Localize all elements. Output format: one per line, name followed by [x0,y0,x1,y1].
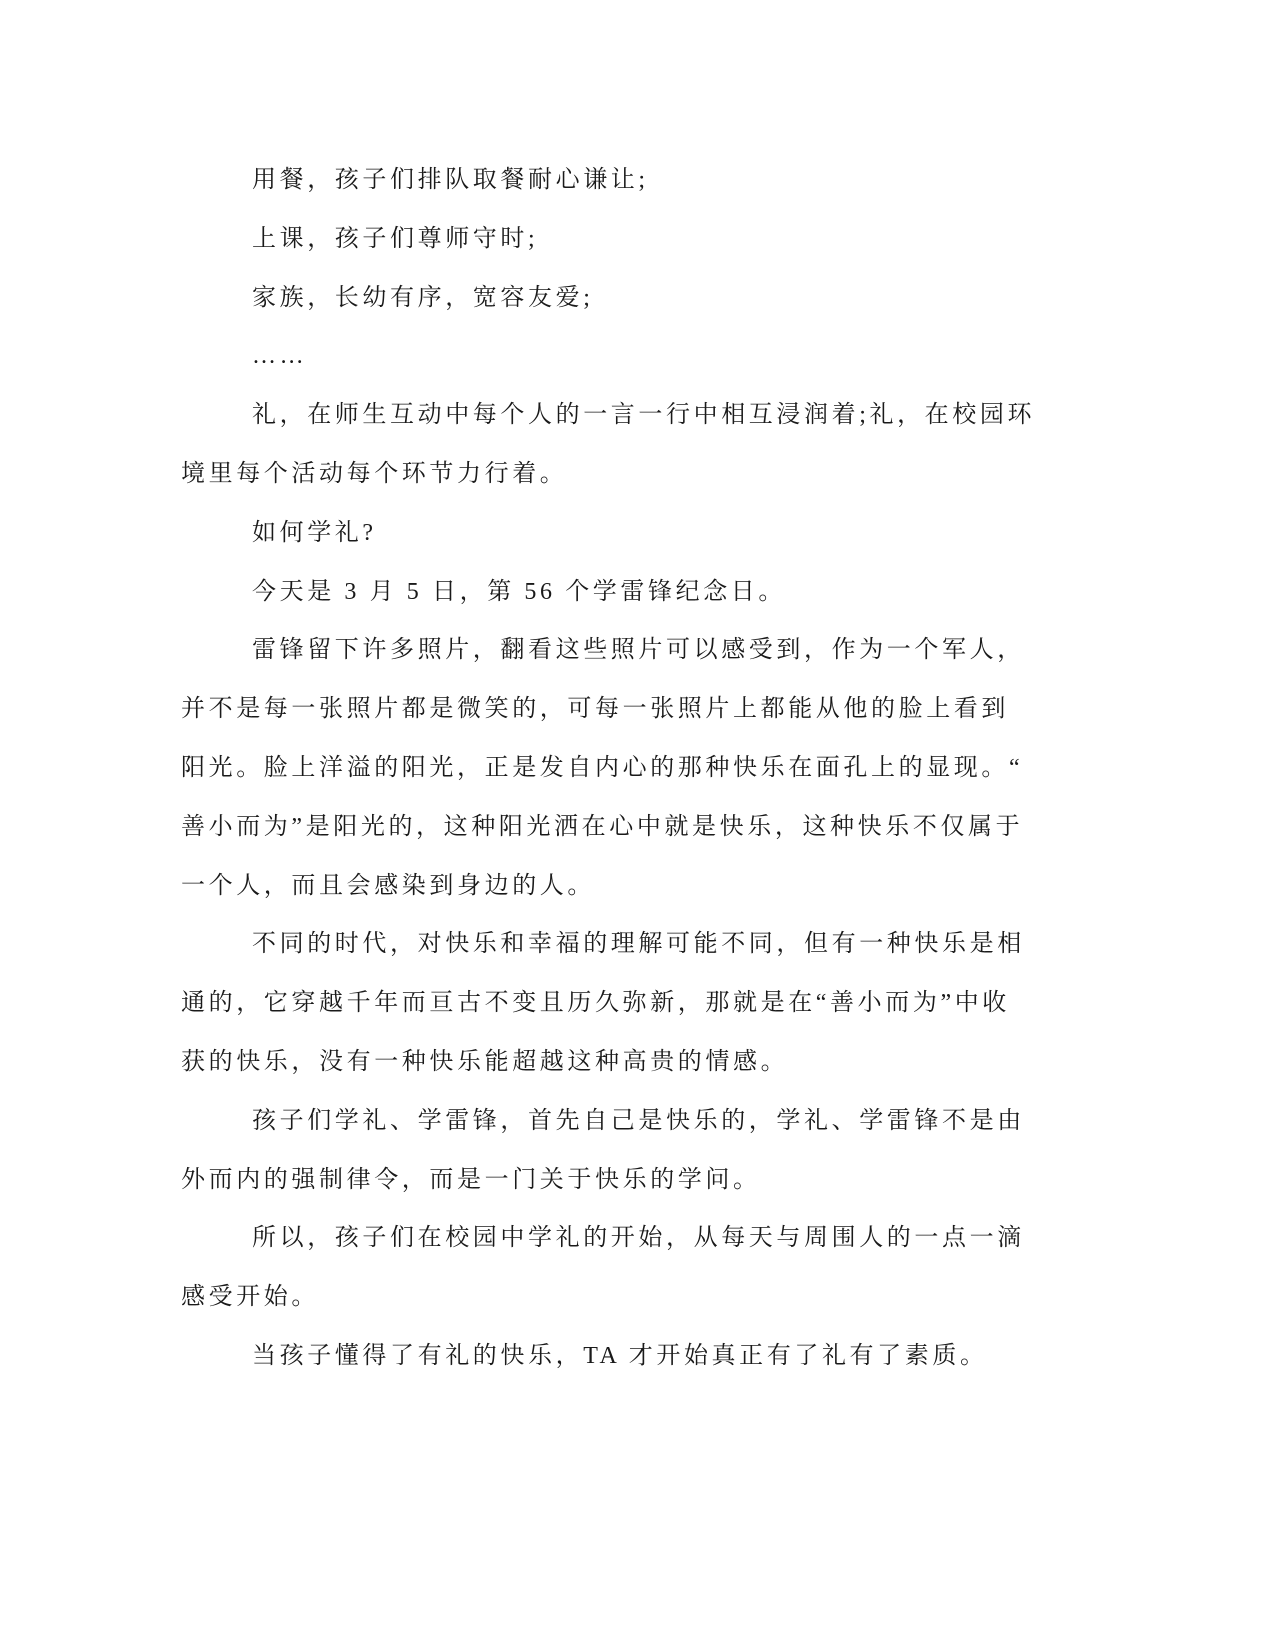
text-line: 所以，孩子们在校园中学礼的开始，从每天与周围人的一点一滴 [252,1225,1025,1252]
text-line: 礼，在师生互动中每个人的一言一行中相互浸润着;礼，在校园环 [252,402,1036,429]
text-line: 外而内的强制律令，而是一门关于快乐的学问。 [181,1166,761,1193]
paragraph [181,915,1041,1091]
paragraph [181,210,1041,269]
text-line: 当孩子懂得了有礼的快乐，TA 才开始真正有了礼有了素质。 [252,1342,988,1369]
text-line: 感受开始。 [181,1284,319,1311]
paragraph [181,621,1041,915]
text-line: 并不是每一张照片都是微笑的，可每一张照片上都能从他的脸上看到 [181,696,1009,723]
text-line: 阳光。脸上洋溢的阳光，正是发自内心的那种快乐在面孔上的显现。“ [181,754,1024,781]
text-line: 善小而为”是阳光的，这种阳光洒在心中就是快乐，这种快乐不仅属于 [181,813,1024,840]
text-line: 如何学礼? [252,519,377,546]
text-line: 上课，孩子们尊师守时; [252,225,539,252]
paragraph [181,327,1041,386]
text-line: 不同的时代，对快乐和幸福的理解可能不同，但有一种快乐是相 [252,931,1025,958]
document-body [181,151,1041,1386]
paragraph [181,1327,1041,1386]
paragraph [181,1209,1041,1327]
paragraph [181,563,1041,622]
text-line: 获的快乐，没有一种快乐能超越这种高贵的情感。 [181,1048,789,1075]
text-line: 通的，它穿越千年而亘古不变且历久弥新，那就是在“善小而为”中收 [181,990,1010,1017]
paragraph [181,504,1041,563]
paragraph [181,386,1041,504]
text-line: …… [252,343,308,370]
paragraph [181,151,1041,210]
text-line: 今天是 3 月 5 日，第 56 个学雷锋纪念日。 [252,578,786,605]
text-line: 用餐，孩子们排队取餐耐心谦让; [252,167,649,193]
paragraph [181,1092,1041,1210]
text-line: 境里每个活动每个环节力行着。 [181,460,568,487]
text-line: 孩子们学礼、学雷锋，首先自己是快乐的，学礼、学雷锋不是由 [252,1107,1025,1134]
text-line: 一个人，而且会感染到身边的人。 [181,872,595,899]
text-line: 家族，长幼有序，宽容友爱; [252,284,594,311]
paragraph [181,269,1041,328]
text-line: 雷锋留下许多照片，翻看这些照片可以感受到，作为一个军人， [252,637,1025,664]
